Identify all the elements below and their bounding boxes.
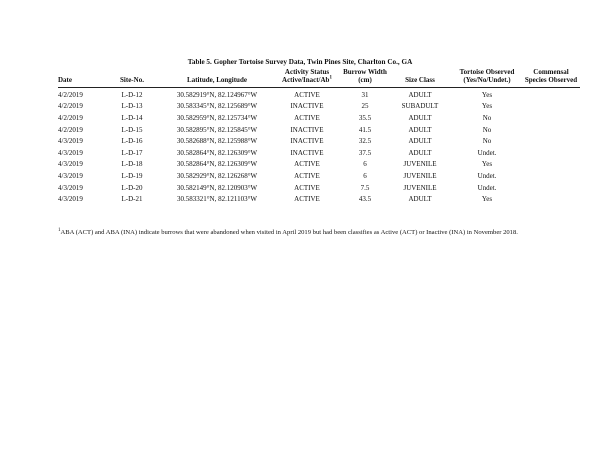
commensal-cell [522,159,580,171]
date-cell: 4/2/2019 [58,125,83,134]
coordinates-cell: 30.582959°N, 82.125734°W [176,114,258,123]
commensal-cell [522,124,580,136]
table-body [58,88,580,205]
table-row [58,193,580,205]
table-row [58,124,580,136]
commensal-cell [522,170,580,182]
date-cell: 4/2/2019 [58,90,83,99]
survey-table [58,68,580,205]
site-no-cell: L-D-21 [121,195,143,204]
tortoise-observed-cell: Undet. [477,148,497,157]
site-no-cell: L-D-13 [121,102,143,111]
table-row [58,147,580,159]
footnote [58,229,518,236]
size-class-cell: ADULT [408,137,432,146]
table-row [58,88,580,101]
burrow-width-cell: 31 [361,90,369,99]
date-cell: 4/3/2019 [58,195,83,204]
commensal-cell [522,135,580,147]
commensal-cell [522,193,580,205]
date-cell: 4/3/2019 [58,137,83,146]
activity-status-cell: ACTIVE [294,195,320,204]
coordinates-cell: 30.582895°N, 82.125845°W [176,125,258,134]
coordinates-cell: 30.582919°N, 82.124967°W [176,90,258,99]
site-no-cell: L-D-16 [121,137,143,146]
activity-status-cell: INACTIVE [290,137,324,146]
commensal-cell [522,112,580,124]
column-header-site-no: Site-No. [120,76,144,85]
table-row [58,182,580,194]
size-class-cell: ADULT [408,195,432,204]
burrow-width-cell: 37.5 [358,148,372,157]
activity-status-cell: ACTIVE [294,160,320,169]
coordinates-cell: 30.583345°N, 82.125689°W [176,102,258,111]
column-header-lat-long: Latitude, Longitude [187,76,247,85]
burrow-width-cell: 6 [363,160,367,169]
site-no-cell: L-D-18 [121,160,143,169]
site-no-cell: L-D-20 [121,183,143,192]
site-no-cell: L-D-14 [121,114,143,123]
tortoise-observed-cell: Yes [481,102,493,111]
size-class-cell: ADULT [408,90,432,99]
column-header-activity-status [272,68,342,88]
tortoise-observed-cell: Undet. [477,183,497,192]
activity-status-cell: ACTIVE [294,114,320,123]
burrow-width-cell: 43.5 [358,195,372,204]
column-header-date: Date [58,76,72,85]
footnote-text: ABA (ACT) and ABA (INA) indicate burrows that were abandoned when visited in April 2019 but had been classifies as Active (ACT) or Inactive (INA) in November 2018. [60,229,518,236]
activity-status-label: Activity Status Active/Inact/Ab [282,68,330,85]
burrow-width-cell: 35.5 [358,114,372,123]
date-cell: 4/3/2019 [58,183,83,192]
coordinates-cell: 30.583321°N, 82.121103°W [176,195,257,204]
date-cell: 4/3/2019 [58,160,83,169]
table-row [58,159,580,171]
activity-status-cell: INACTIVE [290,148,324,157]
size-class-cell: ADULT [408,125,432,134]
activity-status-cell: INACTIVE [290,102,324,111]
size-class-cell: ADULT [408,148,432,157]
coordinates-cell: 30.582929°N, 82.126268°W [176,172,258,181]
coordinates-cell: 30.582864°N, 82.126309°W [176,148,258,157]
burrow-width-cell: 7.5 [360,183,370,192]
tortoise-observed-cell: Yes [481,90,493,99]
column-header-size-class: Size Class [405,76,435,85]
tortoise-observed-cell: No [482,114,492,123]
activity-status-superscript: 1 [329,75,332,81]
activity-status-cell: ACTIVE [294,90,320,99]
column-header-tortoise-observed: Tortoise Observed (Yes/No/Undet.) [459,68,515,85]
tortoise-observed-cell: Yes [481,195,493,204]
site-no-cell: L-D-15 [121,125,143,134]
date-cell: 4/2/2019 [58,114,83,123]
coordinates-cell: 30.582688°N, 82.125988°W [176,137,258,146]
table-row [58,170,580,182]
table-row [58,112,580,124]
date-cell: 4/3/2019 [58,148,83,157]
burrow-width-cell: 25 [361,102,369,111]
size-class-cell: JUVENILE [403,172,437,181]
tortoise-observed-cell: No [482,137,492,146]
size-class-cell: JUVENILE [403,183,437,192]
coordinates-cell: 30.582864°N, 82.126309°W [176,160,258,169]
table-title: Table 5. Gopher Tortoise Survey Data, Twin Pines Site, Charlton Co., GA [187,58,413,66]
activity-status-cell: ACTIVE [294,183,320,192]
table-header-row [58,68,580,88]
commensal-cell [522,101,580,113]
site-no-cell: L-D-19 [121,172,143,181]
commensal-cell [522,182,580,194]
footnote-marker: 1 [58,227,61,233]
column-header-commensal: Commensal Species Observed [524,68,578,85]
burrow-width-cell: 6 [363,172,367,181]
size-class-cell: JUVENILE [403,160,437,169]
burrow-width-cell: 32.5 [358,137,372,146]
commensal-cell [522,147,580,159]
date-cell: 4/2/2019 [58,102,83,111]
size-class-cell: ADULT [408,114,432,123]
size-class-cell: SUBADULT [401,102,439,111]
burrow-width-cell: 41.5 [358,125,372,134]
table-row [58,101,580,113]
column-header-burrow-width: Burrow Width (cm) [343,68,387,85]
activity-status-cell: ACTIVE [294,172,320,181]
tortoise-observed-cell: Undet. [477,172,497,181]
date-cell: 4/3/2019 [58,172,83,181]
coordinates-cell: 30.582149°N, 82.120903°W [176,183,258,192]
table-row [58,135,580,147]
commensal-cell [522,88,580,101]
tortoise-observed-cell: Yes [481,160,493,169]
site-no-cell: L-D-17 [121,148,143,157]
site-no-cell: L-D-12 [121,90,143,99]
activity-status-cell: INACTIVE [290,125,324,134]
tortoise-observed-cell: No [482,125,492,134]
